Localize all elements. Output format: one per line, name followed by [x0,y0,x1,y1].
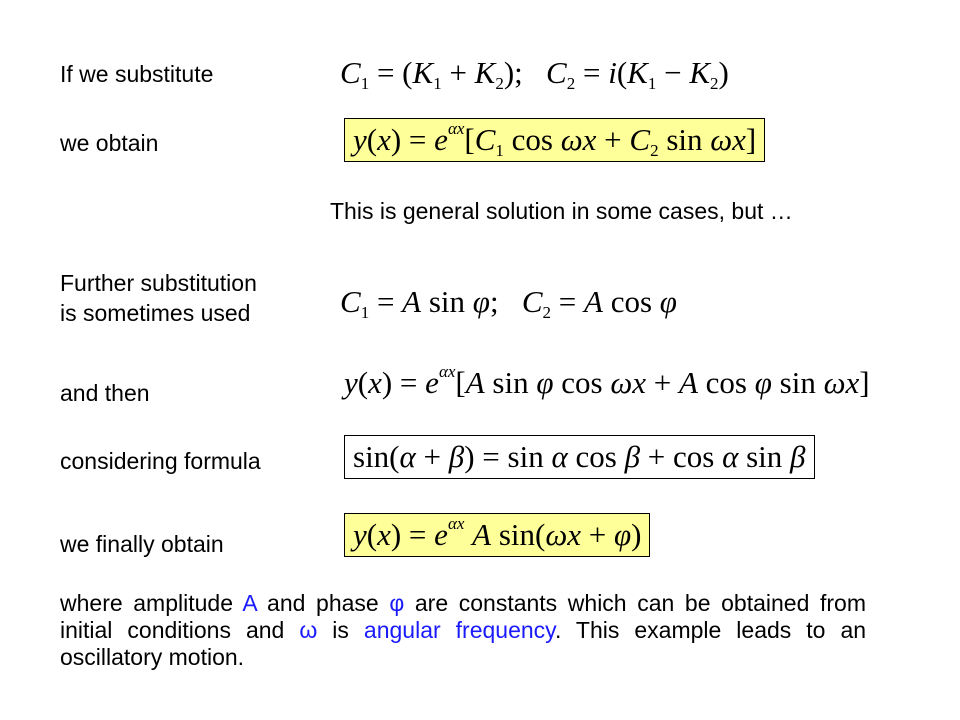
para-amplitude-symbol: A [242,590,257,616]
label-obtain: we obtain [60,130,159,156]
equation-substitution-c1-c2: $C_1 = (K_1 + K_2)$; $C_2 = i(K_1 - K_2)$ [340,55,729,93]
equation-expanded: $y(x) = e^{\alpha x}[A$ sin φ cos ωx + A cos φ sin ωx] [344,362,870,400]
equation-sine-addition: sin(α + β) = sin α cos β + cos α sin β [344,435,815,479]
label-further-substitution: Further substitution [60,270,257,296]
equation-general-solution: $y(x) = e^{\alpha x}[C_1$ $\cos \omega x + C_2$ sin ωx] [344,118,765,162]
para-text-1: where amplitude [60,590,243,616]
explanation-paragraph [60,590,866,671]
label-sometimes-used: is sometimes used [60,300,251,326]
label-finally-obtain: we finally obtain [60,531,224,557]
para-phase-symbol: φ [389,590,405,616]
para-omega-symbol: ω [299,617,318,643]
para-text-5: . This example leads to an oscillatory motion. [60,617,867,670]
label-substitute: If we substitute [60,61,214,87]
para-text-3: are constants which can be obtained from initial conditions and [60,590,866,643]
para-text-4: is [317,617,364,643]
label-general-solution-note: This is general solution in some cases, but … [330,198,793,224]
label-considering-formula: considering formula [60,448,261,474]
para-angular-frequency: angular frequency [363,617,555,643]
para-text-2: and phase [256,590,390,616]
equation-amplitude-phase: $C_1 = A$ sin φ; $C_2 = A$ cos φ [340,284,677,322]
label-and-then: and then [60,380,150,406]
equation-final-solution: $y(x) = e^{\alpha x}$ A sin(ωx + φ) [344,513,650,557]
